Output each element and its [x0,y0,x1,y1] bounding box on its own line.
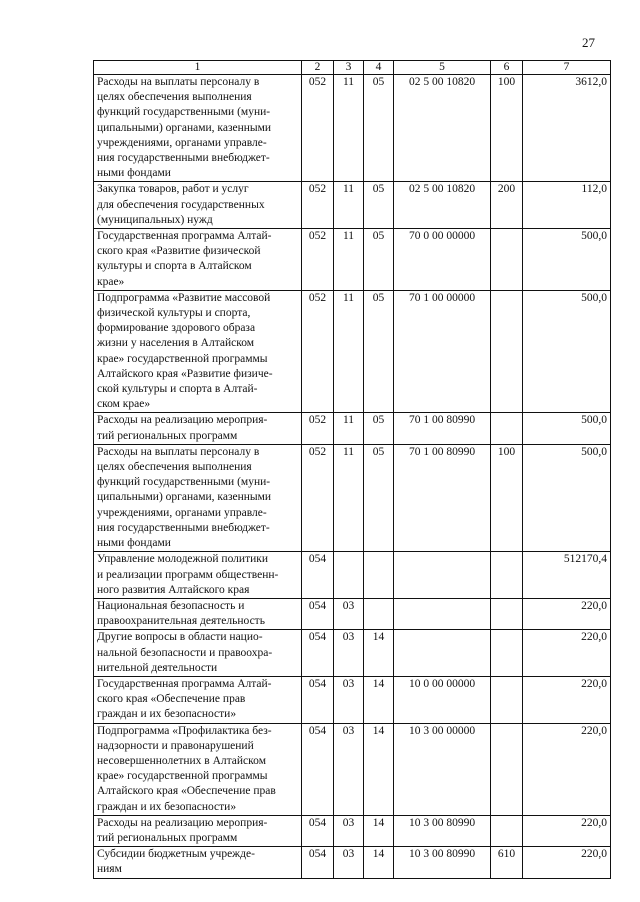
row-c6-cell [491,552,523,599]
row-c7-cell: 500,0 [523,229,611,291]
row-c5-cell: 10 3 00 00000 [394,723,491,815]
row-name-line: Алтайского края «Обеспечение прав [97,785,276,798]
row-c7-cell: 220,0 [523,847,611,878]
row-c5-cell [394,552,491,599]
row-c7-cell: 220,0 [523,598,611,629]
row-c2-cell: 052 [302,75,334,182]
row-name-line: функций государственными (муни- [97,106,271,119]
row-name-line: правоохранительная деятельность [97,615,265,628]
row-name-line: Закупка товаров, работ и услуг [97,183,249,196]
row-c4-cell: 05 [364,444,394,551]
row-name-cell [94,676,302,723]
row-name-line: граждан и их безопасности» [97,708,237,721]
row-name-line: ципальными) органами, казенными [97,121,272,134]
row-c7-cell: 220,0 [523,723,611,815]
row-name-cell [94,75,302,182]
row-c7-cell: 500,0 [523,444,611,551]
row-c7-cell: 220,0 [523,815,611,846]
row-c4-cell: 05 [364,413,394,444]
row-name-line: учреждениями, органами управле- [97,136,267,149]
row-c5-cell: 70 1 00 80990 [394,444,491,551]
row-c5-cell [394,630,491,677]
row-c4-cell: 14 [364,676,394,723]
table-header-row [94,61,611,75]
row-c2-cell: 052 [302,413,334,444]
row-c6-cell [491,290,523,413]
row-name-line: Другие вопросы в области нацио- [97,631,263,644]
row-c6-cell: 200 [491,182,523,229]
row-c3-cell: 11 [334,75,364,182]
row-name-cell [94,444,302,551]
row-name-line: ском крае» [97,398,151,411]
row-c5-cell: 02 5 00 10820 [394,182,491,229]
row-c5-cell: 70 1 00 00000 [394,290,491,413]
row-c6-cell [491,413,523,444]
row-c6-cell: 100 [491,75,523,182]
row-name-line: ципальными) органами, казенными [97,491,272,504]
table-row [94,413,611,444]
row-c5-cell: 70 0 00 00000 [394,229,491,291]
row-c7-cell: 220,0 [523,676,611,723]
row-c5-cell: 10 3 00 80990 [394,815,491,846]
row-c6-cell: 100 [491,444,523,551]
row-name-line: Национальная безопасность и [97,599,245,612]
row-name-cell [94,229,302,291]
row-c6-cell [491,630,523,677]
row-c5-cell [394,598,491,629]
header-cell: 4 [364,61,394,75]
row-c2-cell: 054 [302,847,334,878]
row-name-line: надзорности и правонарушений [97,739,254,752]
row-c2-cell: 054 [302,815,334,846]
row-name-line: ными фондами [97,167,171,180]
table-row [94,630,611,677]
row-c2-cell: 054 [302,676,334,723]
row-name-line: Государственная программа Алтай- [97,230,272,243]
row-c7-cell: 112,0 [523,182,611,229]
row-name-cell [94,552,302,599]
row-c2-cell: 054 [302,723,334,815]
row-name-line: ния государственными внебюджет- [97,521,270,534]
row-name-line: Управление молодежной политики [97,553,268,566]
row-name-cell [94,847,302,878]
row-c3-cell: 11 [334,413,364,444]
row-name-line: тий региональных программ [97,831,238,844]
row-name-line: Субсидии бюджетным учрежде- [97,848,255,861]
row-c6-cell [491,815,523,846]
row-name-cell [94,630,302,677]
row-name-line: Расходы на реализацию мероприя- [97,414,268,427]
row-c4-cell [364,598,394,629]
row-name-line: ского края «Развитие физической [97,245,261,258]
row-name-line: ской культуры и спорта в Алтай- [97,383,258,396]
row-c2-cell: 054 [302,552,334,599]
row-name-cell [94,598,302,629]
row-c2-cell: 054 [302,630,334,677]
header-cell: 2 [302,61,334,75]
header-cell: 7 [523,61,611,75]
row-c3-cell: 03 [334,598,364,629]
row-name-cell [94,182,302,229]
row-name-line: крае» государственной программы [97,770,268,783]
row-c6-cell: 610 [491,847,523,878]
row-name-cell [94,815,302,846]
row-name-cell [94,290,302,413]
row-name-line: Подпрограмма «Профилактика без- [97,724,272,737]
row-name-line: Расходы на выплаты персоналу в [97,445,260,458]
row-c4-cell: 14 [364,723,394,815]
table-row [94,598,611,629]
row-c6-cell [491,229,523,291]
table-row [94,290,611,413]
row-name-line: ного развития Алтайского края [97,583,250,596]
row-name-line: формирование здорового образа [97,322,256,335]
row-c4-cell: 14 [364,815,394,846]
row-name-line: ниям [97,863,122,876]
budget-table [93,60,611,879]
row-name-line: Алтайского края «Развитие физиче- [97,367,273,380]
row-name-line: физической культуры и спорта, [97,307,251,320]
row-c4-cell: 05 [364,75,394,182]
row-c5-cell: 70 1 00 80990 [394,413,491,444]
row-name-line: ными фондами [97,537,171,550]
header-cell: 1 [94,61,302,75]
row-name-line: целях обеспечения выполнения [97,461,252,474]
row-c3-cell: 11 [334,444,364,551]
table-row [94,676,611,723]
row-name-cell [94,723,302,815]
row-name-line: учреждениями, органами управле- [97,506,267,519]
row-c6-cell [491,676,523,723]
header-cell: 6 [491,61,523,75]
row-c4-cell: 05 [364,290,394,413]
row-c5-cell: 10 0 00 00000 [394,676,491,723]
table-row [94,229,611,291]
row-name-line: (муниципальных) нужд [97,213,213,226]
row-name-line: крае» [97,275,125,288]
table-row [94,723,611,815]
row-name-line: Расходы на реализацию мероприя- [97,816,268,829]
row-name-line: жизни у населения в Алтайском [97,337,255,350]
row-name-line: ского края «Обеспечение прав [97,693,246,706]
row-c7-cell: 3612,0 [523,75,611,182]
row-c2-cell: 052 [302,444,334,551]
row-name-line: крае» государственной программы [97,352,268,365]
row-c2-cell: 054 [302,598,334,629]
table-row [94,182,611,229]
row-name-line: и реализации программ общественн- [97,568,279,581]
row-name-line: целях обеспечения выполнения [97,91,252,104]
table-row [94,552,611,599]
row-c4-cell [364,552,394,599]
row-c7-cell: 500,0 [523,413,611,444]
row-name-line: культуры и спорта в Алтайском [97,260,252,273]
row-c3-cell: 03 [334,847,364,878]
row-name-line: функций государственными (муни- [97,476,271,489]
page-number: 27 [582,35,595,50]
row-c2-cell: 052 [302,182,334,229]
row-c3-cell: 11 [334,182,364,229]
row-c5-cell: 02 5 00 10820 [394,75,491,182]
row-c7-cell: 220,0 [523,630,611,677]
row-name-line: ния государственными внебюджет- [97,152,270,165]
row-c3-cell: 03 [334,723,364,815]
row-name-line: Расходы на выплаты персоналу в [97,76,260,88]
row-name-line: нительной деятельности [97,661,218,674]
row-c7-cell: 500,0 [523,290,611,413]
row-name-line: тий региональных программ [97,429,238,442]
row-name-line: Государственная программа Алтай- [97,677,272,690]
row-c3-cell: 03 [334,630,364,677]
header-cell: 5 [394,61,491,75]
table-row [94,847,611,878]
row-c4-cell: 14 [364,847,394,878]
table-row [94,444,611,551]
table-row [94,815,611,846]
table-row [94,75,611,182]
row-c2-cell: 052 [302,229,334,291]
row-c3-cell: 03 [334,676,364,723]
header-cell: 3 [334,61,364,75]
row-name-line: несовершеннолетних в Алтайском [97,754,266,767]
row-c3-cell: 11 [334,290,364,413]
row-c4-cell: 14 [364,630,394,677]
row-c4-cell: 05 [364,229,394,291]
row-c5-cell: 10 3 00 80990 [394,847,491,878]
table-body [94,75,611,879]
row-c4-cell: 05 [364,182,394,229]
row-name-cell [94,413,302,444]
row-c6-cell [491,598,523,629]
row-name-line: граждан и их безопасности» [97,800,237,813]
row-name-line: Подпрограмма «Развитие массовой [97,291,271,304]
row-c2-cell: 052 [302,290,334,413]
row-c3-cell: 03 [334,815,364,846]
row-c7-cell: 512170,4 [523,552,611,599]
row-c3-cell [334,552,364,599]
row-name-line: для обеспечения государственных [97,198,265,211]
row-c3-cell: 11 [334,229,364,291]
row-name-line: нальной безопасности и правоохра- [97,646,273,659]
row-c6-cell [491,723,523,815]
